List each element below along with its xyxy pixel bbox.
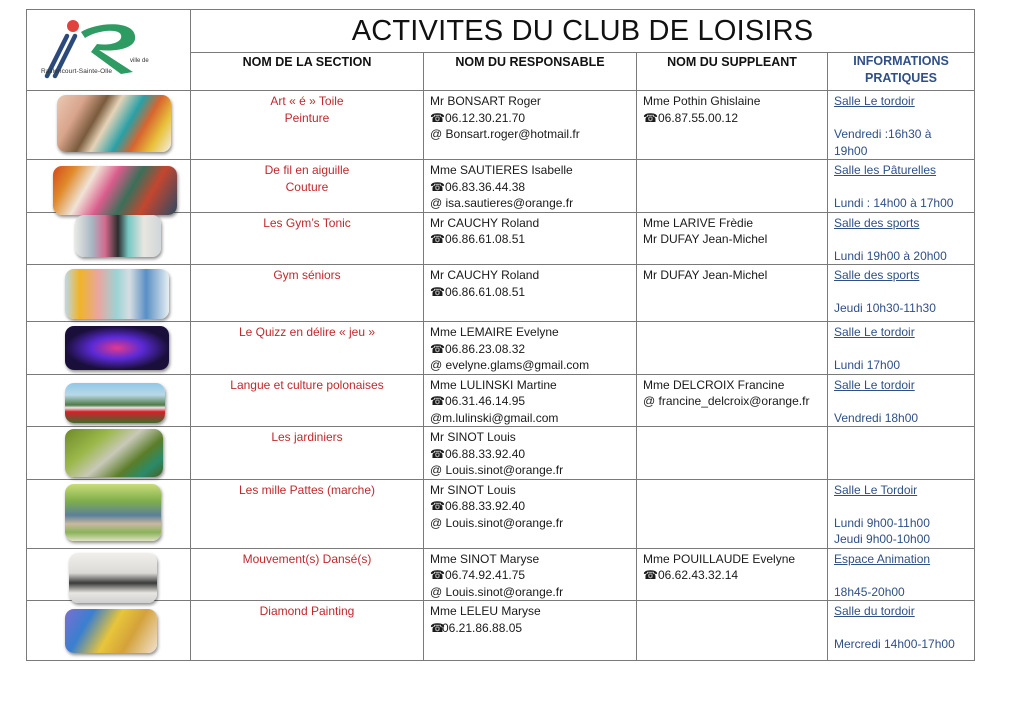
- info-cell: [828, 265, 975, 322]
- section-name-line: De fil en aiguille: [264, 163, 350, 177]
- suppleant-cell: [637, 479, 828, 548]
- responsable-cell: [424, 601, 637, 661]
- section-name-cell: [191, 427, 424, 480]
- venue-link[interactable]: Salle des sports: [834, 268, 920, 282]
- logo-cell: [27, 10, 191, 91]
- activity-row: [27, 601, 975, 661]
- section-name-cell: [191, 212, 424, 265]
- responsable-email[interactable]: @ evelyne.glams@gmail.com: [430, 358, 590, 372]
- venue-link[interactable]: Salle Le tordoir: [834, 377, 915, 392]
- spacer: [834, 393, 974, 410]
- responsable-cell: [424, 91, 637, 160]
- section-name-line: Gym séniors: [273, 268, 341, 282]
- schedule-line: Jeudi 9h00-10h00: [834, 532, 931, 546]
- suppleant-cell: [637, 212, 828, 265]
- activity-row: [27, 322, 975, 375]
- header-responsable: NOM DU RESPONSABLE: [424, 53, 637, 91]
- section-name-cell: [191, 265, 424, 322]
- activity-image-cell: [27, 427, 191, 480]
- spacer: [834, 284, 974, 301]
- logo-city-name: Raillencourt-Sainte-Olle: [41, 68, 113, 75]
- suppleant-line: Mme POUILLAUDE Evelyne: [643, 551, 796, 566]
- activity-row: [27, 374, 975, 427]
- phone-icon: ☎: [430, 568, 445, 582]
- phone-icon: ☎: [430, 179, 445, 194]
- walking-group-photo: [65, 484, 161, 541]
- schedule-line: Lundi 19h00 à 20h00: [834, 248, 947, 263]
- activities-sheet: [26, 9, 974, 661]
- activities-table: [26, 9, 975, 661]
- phone-icon: ☎: [643, 110, 658, 125]
- section-name-line: Peinture: [284, 110, 330, 125]
- responsable-email[interactable]: @ isa.sautieres@orange.fr: [430, 196, 574, 210]
- schedule-line: 19h00: [834, 143, 868, 158]
- venue-link[interactable]: Espace Animation: [834, 551, 931, 566]
- activity-row: [27, 212, 975, 265]
- info-cell: [828, 374, 975, 427]
- phone-number: 06.88.33.92.40: [445, 499, 526, 513]
- info-cell: [828, 601, 975, 661]
- spacer: [834, 231, 974, 248]
- schedule-line: Jeudi 10h30-11h30: [834, 301, 936, 315]
- responsable-name: Mme LEMAIRE Evelyne: [430, 325, 559, 339]
- activity-row: [27, 427, 975, 480]
- responsable-email[interactable]: @ Louis.sinot@orange.fr: [430, 463, 564, 477]
- suppleant-cell: [637, 322, 828, 375]
- responsable-phone[interactable]: [430, 231, 636, 248]
- spacer: [834, 110, 974, 127]
- activity-row: [27, 548, 975, 601]
- responsable-name: Mme SAUTIERES Isabelle: [430, 163, 573, 177]
- responsable-cell: [424, 322, 637, 375]
- responsable-phone[interactable]: [430, 393, 636, 410]
- activity-row: [27, 91, 975, 160]
- activity-image-cell: [27, 601, 191, 661]
- responsable-cell: [424, 265, 637, 322]
- gardening-photo: [65, 429, 163, 477]
- responsable-email[interactable]: @ Louis.sinot@orange.fr: [430, 584, 564, 599]
- activity-image-cell: [27, 548, 191, 601]
- polish-flag-city-photo: [65, 383, 165, 423]
- spacer: [834, 341, 974, 358]
- phone-icon: ☎: [430, 341, 445, 356]
- phone-number: 06.83.36.44.38: [445, 179, 526, 194]
- section-name-cell: [191, 322, 424, 375]
- responsable-name: Mme LELEU Maryse: [430, 604, 541, 618]
- phone-icon: ☎: [430, 446, 445, 461]
- responsable-name: Mr CAUCHY Roland: [430, 268, 540, 282]
- phone-number: 06.74.92.41.75: [445, 568, 526, 582]
- activity-rows: [27, 91, 975, 661]
- spacer: [834, 620, 974, 637]
- info-cell: [828, 479, 975, 548]
- responsable-phone[interactable]: [430, 446, 636, 463]
- responsable-phone[interactable]: [430, 284, 636, 301]
- section-name-cell: [191, 374, 424, 427]
- activity-image-cell: [27, 91, 191, 160]
- venue-link[interactable]: Salle les Pâturelles: [834, 163, 937, 177]
- phone-number: 06.12.30.21.70: [445, 110, 526, 125]
- schedule-line: Vendredi :16h30 à: [834, 127, 932, 141]
- page-title: ACTIVITES DU CLUB DE LOISIRS: [191, 10, 975, 53]
- info-cell: [828, 322, 975, 375]
- section-name-line: Mouvement(s) Dansé(s): [242, 551, 372, 566]
- diamond-painting-photo: [65, 609, 157, 653]
- section-name-cell: [191, 601, 424, 661]
- activity-image-cell: [27, 265, 191, 322]
- activity-row: [27, 265, 975, 322]
- responsable-phone[interactable]: [430, 179, 636, 196]
- phone-number: 06.88.33.92.40: [445, 446, 526, 461]
- suppleant-line: Mr DUFAY Jean-Michel: [643, 232, 768, 246]
- header-section: NOM DE LA SECTION: [191, 53, 424, 91]
- responsable-name: Mr SINOT Louis: [430, 482, 516, 497]
- sewing-threads-photo: [53, 166, 177, 215]
- section-name-line: Langue et culture polonaises: [230, 377, 384, 392]
- schedule-line: Lundi 17h00: [834, 358, 901, 372]
- info-cell: [828, 427, 975, 480]
- section-name-line: Diamond Painting: [259, 604, 355, 618]
- phone-icon: ☎: [430, 394, 445, 408]
- responsable-email[interactable]: @m.lulinski@gmail.com: [430, 410, 559, 425]
- responsable-phone[interactable]: [430, 110, 636, 127]
- responsable-email[interactable]: @ Bonsart.roger@hotmail.fr: [430, 127, 580, 141]
- section-name-line: Couture: [285, 179, 329, 194]
- section-name-line: Le Quizz en délire « jeu »: [238, 325, 376, 339]
- phone-icon: ☎: [430, 620, 445, 635]
- activity-image-cell: [27, 479, 191, 548]
- suppleant-cell: [637, 160, 828, 213]
- responsable-cell: [424, 427, 637, 480]
- activity-image-cell: [27, 160, 191, 213]
- responsable-phone[interactable]: [430, 567, 636, 584]
- responsable-email[interactable]: @ Louis.sinot@orange.fr: [430, 515, 564, 530]
- phone-icon: ☎: [430, 232, 445, 246]
- venue-link[interactable]: Salle Le tordoir: [834, 325, 915, 339]
- schedule-line: Lundi : 14h00 à 17h00: [834, 196, 954, 210]
- venue-link[interactable]: Salle Le tordoir: [834, 94, 915, 108]
- dancers-photo: [69, 553, 157, 603]
- suppleant-cell: [637, 374, 828, 427]
- phone-number: 06.86.61.08.51: [445, 284, 526, 299]
- phone-icon: ☎: [430, 499, 445, 513]
- senior-gym-photo: [65, 269, 169, 319]
- section-name-cell: [191, 160, 424, 213]
- phone-icon: ☎: [430, 284, 445, 299]
- phone-number: 06.62.43.32.14: [658, 568, 739, 582]
- responsable-name: Mr BONSART Roger: [430, 94, 541, 108]
- spacer: [834, 567, 974, 584]
- schedule-line: 18h45-20h00: [834, 584, 905, 599]
- responsable-name: Mme LULINSKI Martine: [430, 377, 557, 392]
- section-name-cell: [191, 548, 424, 601]
- phone-icon: ☎: [643, 568, 658, 582]
- schedule-line: Mercredi 14h00-17h00: [834, 637, 955, 651]
- gym-class-photo: [75, 215, 161, 257]
- quiz-neon-sign-photo: [65, 326, 169, 370]
- suppleant-phone[interactable]: [643, 567, 827, 584]
- section-name-line: Les jardiniers: [271, 430, 343, 444]
- suppleant-phone[interactable]: [643, 110, 827, 127]
- suppleant-cell: [637, 91, 828, 160]
- section-name-cell: [191, 91, 424, 160]
- suppleant-line: Mme DELCROIX Francine: [643, 377, 785, 392]
- phone-number: 06.86.23.08.32: [445, 341, 526, 356]
- responsable-cell: [424, 548, 637, 601]
- venue-link[interactable]: Salle Le Tordoir: [834, 482, 918, 497]
- spacer: [834, 179, 974, 196]
- suppleant-line: @ francine_delcroix@orange.fr: [643, 394, 810, 408]
- responsable-phone[interactable]: [430, 620, 636, 637]
- phone-number: 06.86.61.08.51: [445, 232, 526, 246]
- suppleant-cell: [637, 548, 828, 601]
- responsable-name: Mr SINOT Louis: [430, 430, 516, 444]
- responsable-cell: [424, 160, 637, 213]
- activity-image-cell: [27, 322, 191, 375]
- phone-icon: ☎: [430, 110, 445, 125]
- schedule-line: Vendredi 18h00: [834, 410, 919, 425]
- logo-ville-label: ville de: [130, 58, 149, 64]
- activity-row: [27, 160, 975, 213]
- venue-link[interactable]: Salle du tordoir: [834, 604, 915, 618]
- section-name-line: Les Gym’s Tonic: [263, 215, 351, 230]
- responsable-phone[interactable]: [430, 341, 636, 358]
- schedule-line: Lundi 9h00-11h00: [834, 515, 930, 530]
- phone-number: 06.31.46.14.95: [445, 394, 526, 408]
- section-name-cell: [191, 479, 424, 548]
- venue-link[interactable]: Salle des sports: [834, 215, 920, 230]
- suppleant-line: Mme LARIVE Frèdie: [643, 215, 754, 230]
- info-cell: [828, 548, 975, 601]
- header-infos: INFORMATIONS PRATIQUES: [828, 53, 975, 91]
- responsable-cell: [424, 479, 637, 548]
- header-suppleant: NOM DU SUPPLEANT: [637, 53, 828, 91]
- phone-number: 06.21.86.88.05: [442, 620, 523, 635]
- activity-row: [27, 479, 975, 548]
- responsable-cell: [424, 374, 637, 427]
- responsable-name: Mr CAUCHY Roland: [430, 215, 540, 230]
- suppleant-cell: [637, 265, 828, 322]
- info-cell: [828, 91, 975, 160]
- section-name-line: Les mille Pattes (marche): [238, 482, 376, 497]
- activity-image-cell: [27, 212, 191, 265]
- info-cell: [828, 160, 975, 213]
- suppleant-cell: [637, 601, 828, 661]
- suppleant-line: Mr DUFAY Jean-Michel: [643, 268, 768, 282]
- suppleant-cell: [637, 427, 828, 480]
- painting-supplies-photo: [57, 95, 171, 152]
- activity-image-cell: [27, 374, 191, 427]
- info-cell: [828, 212, 975, 265]
- spacer: [834, 498, 974, 515]
- responsable-phone[interactable]: [430, 498, 636, 515]
- suppleant-line: Mme Pothin Ghislaine: [643, 94, 761, 108]
- phone-number: 06.87.55.00.12: [658, 110, 739, 125]
- responsable-name: Mme SINOT Maryse: [430, 551, 540, 566]
- responsable-cell: [424, 212, 637, 265]
- section-name-line: Art « é » Toile: [270, 94, 344, 108]
